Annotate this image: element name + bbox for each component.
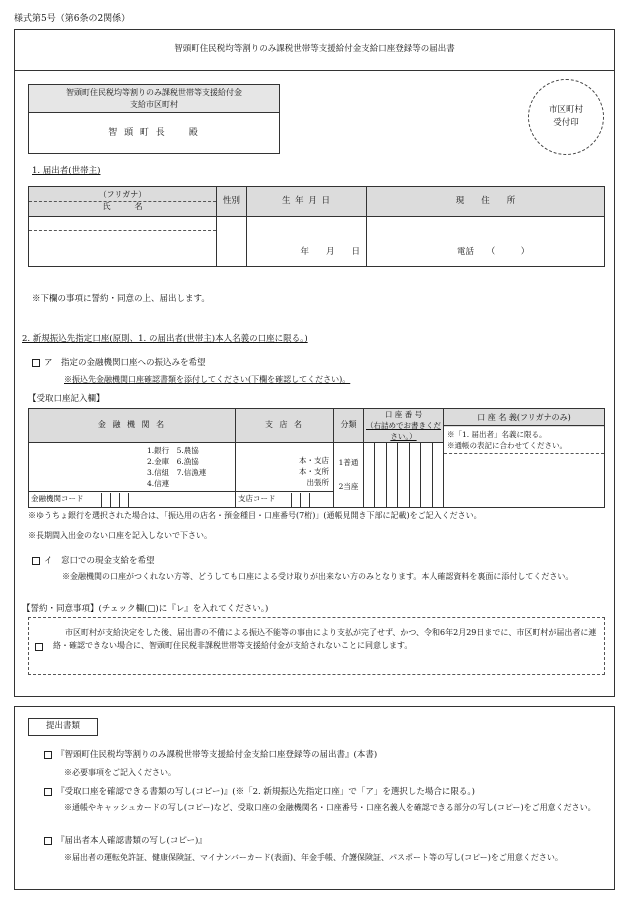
- bank-type-list: [147, 445, 206, 491]
- documents-title: 提出書類: [28, 718, 98, 736]
- option-a-label: ア 指定の金融機関口座への振込みを希望: [44, 358, 206, 368]
- branch-cell[interactable]: [236, 443, 334, 508]
- holder-cell[interactable]: [444, 430, 605, 508]
- applicant-table: [28, 186, 605, 267]
- option-b-checkbox[interactable]: [32, 557, 40, 565]
- agreement-checkbox[interactable]: [35, 643, 43, 651]
- branch-type-2: 本・支所: [299, 467, 329, 476]
- document-item-3[interactable]: [44, 836, 207, 847]
- addressee-header-line1: 智頭町住民税均等割りのみ課税世帯等支援給付金: [66, 88, 242, 97]
- bank-name-header: 金 融 機 関 名: [29, 409, 236, 443]
- account-number-header: [364, 409, 444, 443]
- bank-type-1: 1.銀行 5.農協: [147, 446, 199, 455]
- phone-label: 電話 （ ）: [457, 246, 530, 257]
- consent-notice: ※下欄の事項に誓約・同意の上、届出します。: [32, 294, 210, 304]
- document-3-note: ※届出者の運転免許証、健康保険証、マイナンバーカード(表面)、年金手帳、介護保険証、パスポート等の写し(コピー)をご用意ください。: [64, 853, 563, 862]
- branch-type-3: 出張所: [306, 478, 329, 487]
- branch-code-boxes[interactable]: [291, 493, 318, 507]
- address-header: 現 住 所: [367, 187, 605, 217]
- addressee-header: [29, 85, 279, 113]
- agreement-text: 市区町村が支給決定をした後、届出書の不備による振込不能等の事由により支払が完了せず、かつ、令和6年2月29日までに、市区町村が届出者に連絡・確認できない場合に、智頭町住民税非課税世帯等支援給付金が支給されないことに同意します。: [53, 628, 597, 650]
- account-number-cell[interactable]: [364, 443, 444, 508]
- reception-stamp-area: [528, 79, 604, 155]
- holder-note-1: ※「1. 届出者」名義に限る。: [447, 430, 547, 439]
- name-input-cell[interactable]: [29, 217, 217, 267]
- agreement-heading: 【誓約・同意事項】(チェック欄(□)に『レ』を入れてください。): [22, 604, 269, 614]
- note-dormant: ※長期間入出金のない口座を記入しないで下さい。: [28, 531, 212, 540]
- bank-type-3: 3.信組 7.信漁連: [147, 468, 207, 477]
- bank-code-label: 金融機関コード: [31, 494, 84, 504]
- name-header-cell: [29, 187, 217, 217]
- bank-type-2: 2.金庫 6.漁協: [147, 457, 199, 466]
- bank-code-row[interactable]: [29, 491, 235, 507]
- birthdate-header: 生 年 月 日: [247, 187, 367, 217]
- form-code: 様式第5号（第6条の2関係）: [14, 14, 131, 24]
- option-b[interactable]: [32, 556, 155, 567]
- document-item-1[interactable]: [44, 750, 377, 761]
- sex-input-cell[interactable]: [217, 217, 247, 267]
- account-section-label: 【受取口座記入欄】: [28, 394, 105, 404]
- document-2-note: ※通帳やキャッシュカードの写し(コピー)など、受取口座の金融機関名・口座番号・口座名義人を確認できる部分の写し(コピー)をご用意ください。: [64, 803, 596, 812]
- furigana-label: （フリガナ）: [29, 190, 216, 202]
- document-2-checkbox[interactable]: [44, 788, 52, 796]
- option-b-label: イ 窓口での現金支給を希望: [44, 556, 155, 566]
- stamp-line2: 受付印: [553, 118, 579, 128]
- addressee-box: [28, 84, 280, 154]
- option-a[interactable]: [32, 358, 206, 369]
- branch-code-row[interactable]: [236, 491, 333, 507]
- address-input-cell[interactable]: [367, 217, 605, 267]
- document-3-text: 『届出者本人確認書類の写し(コピー)』: [56, 836, 207, 846]
- form-title-text: 智頭町住民税均等割りのみ課税世帯等支援給付金支給口座登録等の届出書: [174, 43, 455, 54]
- stamp-line1: 市区町村: [548, 105, 583, 115]
- branch-header: 支 店 名: [236, 409, 334, 443]
- addressee-name: 智 頭 町 長 殿: [108, 127, 200, 138]
- option-a-note: ※振込先金融機関口座確認書類を添付してください(下欄を確認してください)。: [64, 375, 351, 384]
- option-b-note: ※金融機関の口座がつくれない方等、どうしても口座による受け取りが出来ない方のみとなります。本人確認資料を裏面に添付してください。: [62, 572, 574, 581]
- bank-type-4: 4.信連: [147, 479, 170, 488]
- holder-notes: [444, 427, 604, 454]
- type-header: 分類: [334, 409, 364, 443]
- holder-header-label: 口 座 名 義(フリガナのみ): [444, 410, 604, 426]
- document-1-checkbox[interactable]: [44, 751, 52, 759]
- document-item-2[interactable]: [44, 787, 475, 798]
- option-a-checkbox[interactable]: [32, 359, 40, 367]
- birthdate-input-cell[interactable]: [247, 217, 367, 267]
- account-type-2: 2当座: [338, 482, 359, 491]
- bank-name-cell[interactable]: [29, 443, 236, 508]
- agreement-box: [28, 617, 605, 675]
- document-1-text: 『智頭町住民税均等割りのみ課税世帯等支援給付金支給口座登録等の届出書』(本書): [56, 750, 378, 760]
- bank-code-boxes[interactable]: [101, 493, 137, 507]
- document-3-checkbox[interactable]: [44, 837, 52, 845]
- account-type-1: 1普通: [338, 458, 359, 467]
- branch-code-label: 支店コード: [238, 494, 276, 504]
- branch-type-1: 本・支店: [299, 456, 329, 465]
- account-number-label: 口 座 番 号: [384, 410, 423, 419]
- note-yucho: ※ゆうちょ銀行を選択された場合は、「振込用の店名・預金種目・口座番号(7桁)」(通帳見開き下部に記載)をご記入ください。: [28, 511, 482, 520]
- account-number-sub: （右詰めでお書きください。）: [366, 421, 441, 441]
- sex-header: 性別: [217, 187, 247, 217]
- name-label: 氏 名: [102, 202, 143, 211]
- section1-heading: 1. 届出者(世帯主): [32, 166, 101, 176]
- document-1-note: ※必要事項をご記入ください。: [64, 768, 176, 777]
- branch-type-list: [236, 455, 333, 488]
- birthdate-placeholder: 年 月 日: [300, 246, 360, 257]
- account-type-cell[interactable]: [334, 443, 364, 508]
- account-table: [28, 408, 605, 508]
- addressee-header-line2: 支給市区町村: [130, 100, 178, 109]
- section2-heading: 2. 新規振込先指定口座(原則、1. の届出者(世帯主)本人名義の口座に限る。): [22, 334, 308, 344]
- form-title: [14, 29, 615, 71]
- holder-note-2: ※通帳の表記に合わせてください。: [447, 441, 567, 450]
- document-2-text: 『受取口座を確認できる書類の写し(コピー)』(※「2. 新規振込先指定口座」で「ア」を選択した場合に限る。): [56, 787, 475, 797]
